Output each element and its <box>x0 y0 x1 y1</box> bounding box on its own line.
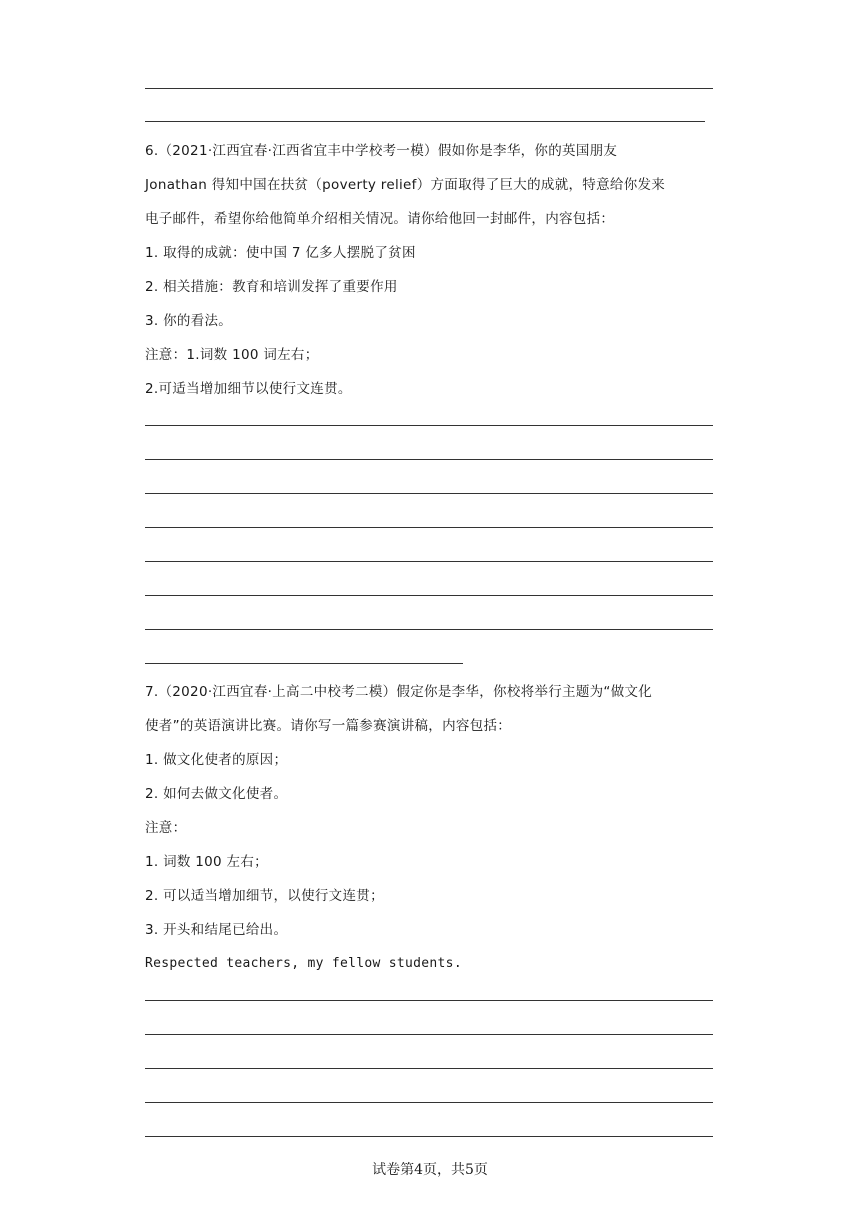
q6-note-2: 2.可适当增加细节以使行文连贯。 <box>145 381 352 397</box>
q6-prompt-line-2: Jonathan 得知中国在扶贫（poverty relief）方面取得了巨大的成就，特意给你发来 <box>145 177 666 193</box>
q7-prompt-line-2: 使者”的英语演讲比赛。请你写一篇参赛演讲稿，内容包括： <box>145 718 512 734</box>
q6-item-3: 3. 你的看法。 <box>145 313 233 329</box>
answer-line <box>145 527 713 528</box>
answer-line <box>145 1136 713 1137</box>
answer-line <box>145 1000 713 1001</box>
answer-line <box>145 493 713 494</box>
answer-line <box>145 663 463 664</box>
q7-item-2: 2. 如何去做文化使者。 <box>145 786 288 802</box>
q7-prompt-line-1: 7.（2020·江西宜春·上高二中校考二模）假定你是李华，你校将举行主题为“做文化 <box>145 684 653 700</box>
q7-opening-sentence: Respected teachers, my fellow students. <box>145 956 462 971</box>
q7-note-1: 1. 词数 100 左右； <box>145 854 268 870</box>
q7-note-3: 3. 开头和结尾已给出。 <box>145 922 288 938</box>
q7-note-label: 注意： <box>145 820 187 836</box>
q6-note-1: 注意：1.词数 100 词左右； <box>145 347 319 363</box>
answer-line <box>145 1034 713 1035</box>
answer-line <box>145 1102 713 1103</box>
q7-note-2: 2. 可以适当增加细节，以使行文连贯； <box>145 888 384 904</box>
answer-line <box>145 595 713 596</box>
q6-item-1: 1. 取得的成就：使中国 7 亿多人摆脱了贫困 <box>145 245 416 261</box>
q6-prompt-line-1: 6.（2021·江西宜春·江西省宜丰中学校考一模）假如你是李华，你的英国朋友 <box>145 143 618 159</box>
answer-line <box>145 629 713 630</box>
page-footer: 试卷第4页，共5页 <box>372 1162 488 1178</box>
q6-item-2: 2. 相关措施：教育和培训发挥了重要作用 <box>145 279 398 295</box>
answer-line <box>145 459 713 460</box>
answer-line <box>145 1068 713 1069</box>
answer-line <box>145 88 713 89</box>
answer-line <box>145 425 713 426</box>
q7-item-1: 1. 做文化使者的原因； <box>145 752 288 768</box>
answer-line <box>145 121 705 122</box>
q6-prompt-line-3: 电子邮件，希望你给他简单介绍相关情况。请你给他回一封邮件，内容包括： <box>145 211 615 227</box>
answer-line <box>145 561 713 562</box>
